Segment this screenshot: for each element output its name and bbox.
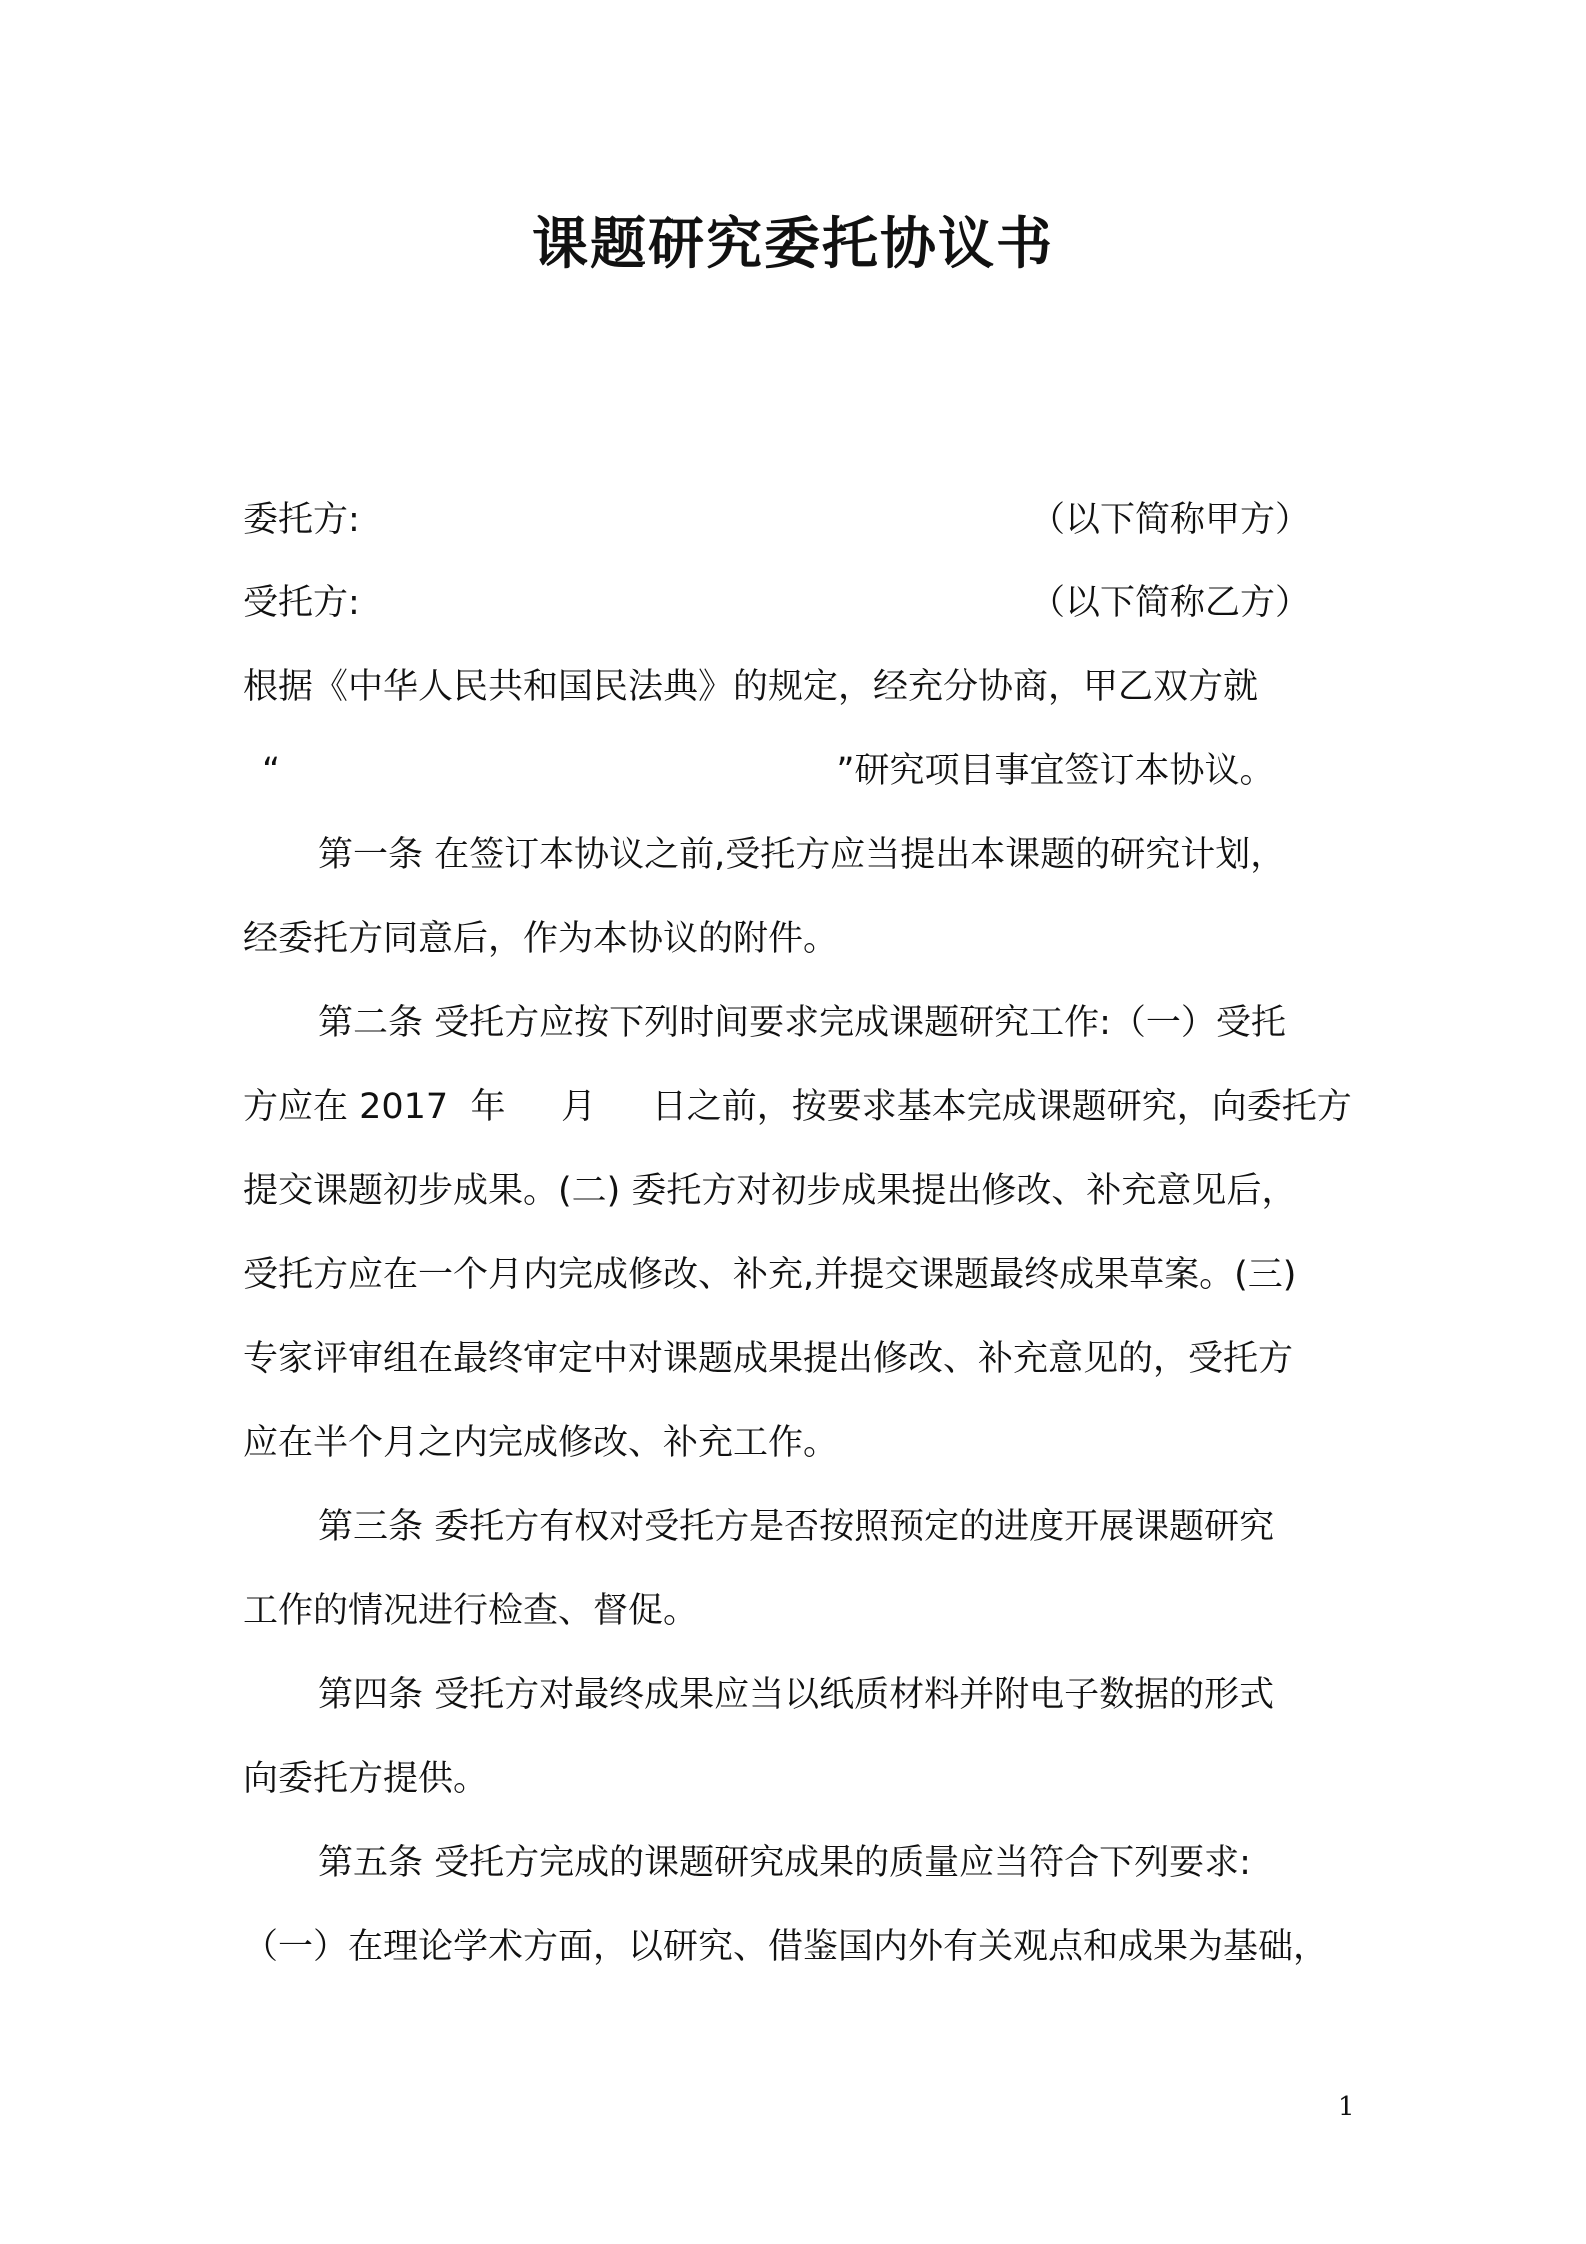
body-line: （一）在理论学术方面，以研究、借鉴国内外有关观点和成果为基础， — [243, 1927, 1329, 1967]
body-line: 第四条 受托方对最终成果应当以纸质材料并附电子数据的形式 — [318, 1675, 1275, 1715]
body-line: 向委托方提供。 — [243, 1759, 489, 1799]
body-line: 经委托方同意后，作为本协议的附件。 — [243, 919, 839, 959]
body-line: 受托方应在一个月内完成修改、补充,并提交课题最终成果草案。(三) — [243, 1255, 1297, 1295]
document-title: 课题研究委托协议书 — [532, 212, 1054, 277]
client-label: 委托方: — [243, 500, 360, 540]
contractor-note: （以下简称乙方） — [1030, 583, 1311, 623]
page-number: 1 — [1338, 2092, 1355, 2122]
client-note: （以下简称甲方） — [1030, 500, 1311, 540]
body-line: “ ”研究项目事宜签订本协议。 — [262, 751, 1275, 791]
body-line: 提交课题初步成果。(二) 委托方对初步成果提出修改、补充意见后， — [243, 1171, 1297, 1211]
body-line: 第三条 委托方有权对受托方是否按照预定的进度开展课题研究 — [318, 1507, 1275, 1547]
body-line: 应在半个月之内完成修改、补充工作。 — [243, 1423, 839, 1463]
body-line: 根据《中华人民共和国民法典》的规定，经充分协商，甲乙双方就 — [243, 667, 1259, 707]
body-line: 第二条 受托方应按下列时间要求完成课题研究工作:（一）受托 — [318, 1003, 1286, 1043]
body-line: 工作的情况进行检查、督促。 — [243, 1591, 699, 1631]
body-line: 专家评审组在最终审定中对课题成果提出修改、补充意见的，受托方 — [243, 1339, 1294, 1379]
body-line: 第五条 受托方完成的课题研究成果的质量应当符合下列要求: — [318, 1843, 1251, 1883]
contractor-label: 受托方: — [243, 583, 360, 623]
body-line: 第一条 在签订本协议之前,受托方应当提出本课题的研究计划， — [318, 835, 1286, 875]
body-line: 方应在 2017 年 月 日之前，按要求基本完成课题研究，向委托方 — [243, 1087, 1352, 1127]
